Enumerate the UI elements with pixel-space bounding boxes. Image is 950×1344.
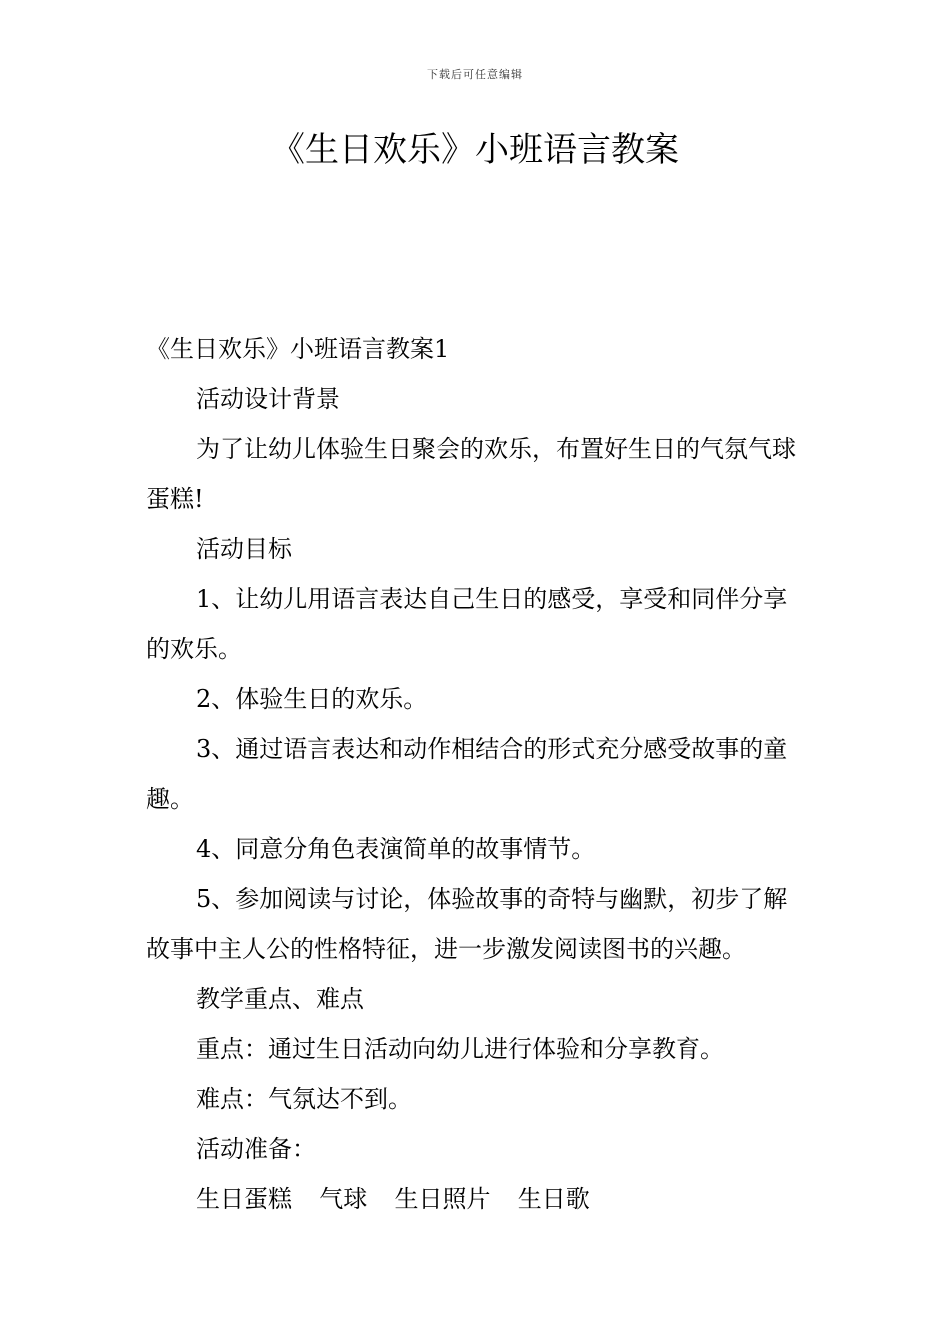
paragraph-key-points-heading: 教学重点、难点 [196, 985, 364, 1013]
paragraph-background-heading: 活动设计背景 [196, 385, 340, 413]
document-title: 《生日欢乐》小班语言教案 [271, 130, 679, 170]
document-body [146, 324, 808, 1224]
paragraph-goal-3: 3、通过语言表达和动作相结合的形式充分感受故事的童趣。 [146, 735, 788, 813]
paragraph-goal-4: 4、同意分角色表演简单的故事情节。 [196, 835, 596, 863]
paragraph-difficulty: 难点：气氛达不到。 [196, 1085, 412, 1113]
paragraph-preparation-heading: 活动准备： [196, 1135, 316, 1163]
paragraph-preparation-items: 生日蛋糕 气球 生日照片 生日歌 [196, 1185, 590, 1213]
paragraph-background-text: 为了让幼儿体验生日聚会的欢乐，布置好生日的气氛气球蛋糕! [146, 435, 796, 513]
paragraph-goal-1: 1、让幼儿用语言表达自己生日的感受，享受和同伴分享的欢乐。 [146, 585, 788, 663]
paragraph-key-point: 重点：通过生日活动向幼儿进行体验和分享教育。 [196, 1035, 724, 1063]
paragraph-goals-heading: 活动目标 [196, 535, 292, 563]
page-header-note: 下载后可任意编辑 [427, 68, 523, 81]
paragraph-goal-2: 2、体验生日的欢乐。 [196, 685, 428, 713]
paragraph-goal-5: 5、参加阅读与讨论，体验故事的奇特与幽默，初步了解故事中主人公的性格特征，进一步激发阅读图书的兴趣。 [146, 885, 788, 963]
section-heading: 《生日欢乐》小班语言教案1 [146, 335, 450, 363]
